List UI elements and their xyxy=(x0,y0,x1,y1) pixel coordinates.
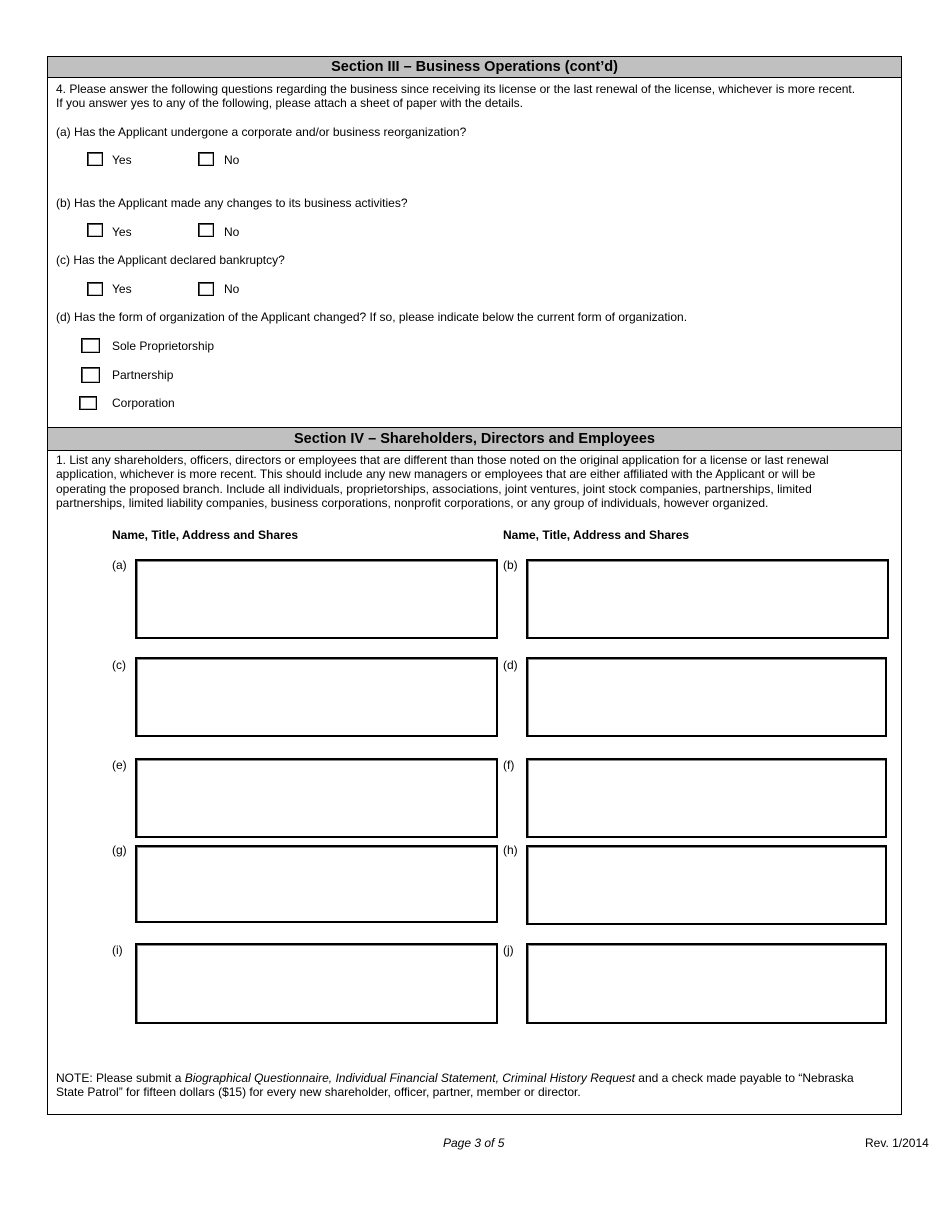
entry-tag-b: (b) xyxy=(503,558,518,572)
question-d: (d) Has the form of organization of the Applicant changed? If so, please indicate below the current form of organization. xyxy=(56,310,688,324)
entry-tag-c: (c) xyxy=(112,658,126,672)
question-c: (c) Has the Applicant declared bankruptcy? xyxy=(56,253,285,267)
question-a-yes-label: Yes xyxy=(112,153,132,167)
section-4-header: Section IV – Shareholders, Directors and Employees xyxy=(48,427,901,451)
entry-tag-a: (a) xyxy=(112,558,127,572)
note-prefix: NOTE: Please submit a xyxy=(56,1071,185,1085)
entry-field-b[interactable] xyxy=(526,559,889,639)
entry-tag-f: (f) xyxy=(503,758,515,772)
page-number: Page 3 of 5 xyxy=(443,1136,505,1150)
entry-field-g[interactable] xyxy=(135,845,498,923)
entry-field-e[interactable] xyxy=(135,758,498,838)
question-c-yes-label: Yes xyxy=(112,282,132,296)
question-b-no-checkbox[interactable] xyxy=(198,223,214,237)
org-corporation-checkbox[interactable] xyxy=(79,396,97,410)
question-b-yes-checkbox[interactable] xyxy=(87,223,103,237)
entry-field-d[interactable] xyxy=(526,657,887,737)
entry-tag-i: (i) xyxy=(112,943,123,957)
column-header-left: Name, Title, Address and Shares xyxy=(112,528,299,542)
org-partnership-label: Partnership xyxy=(112,368,174,382)
question-c-no-checkbox[interactable] xyxy=(198,282,214,296)
question-b-no-label: No xyxy=(224,225,240,239)
question-c-yes-checkbox[interactable] xyxy=(87,282,103,296)
column-header-right: Name, Title, Address and Shares xyxy=(503,528,690,542)
note-forms-list: Biographical Questionnaire, Individual Financial Statement, Criminal History Request xyxy=(184,1071,635,1085)
section-4-intro-line4: partnerships, limited liability companies, business corporations, nonprofit corporations, or any group of individuals, however organized. xyxy=(56,496,769,510)
note-suffix: and a check made payable to “Nebraska xyxy=(634,1071,854,1085)
question-c-no-label: No xyxy=(224,282,240,296)
note-line2: State Patrol” for fifteen dollars ($15) for every new shareholder, officer, partner, member or director. xyxy=(56,1085,581,1099)
section-4-intro-line1: 1. List any shareholders, officers, directors or employees that are different than those noted on the original application for a license or last renewal xyxy=(56,453,829,467)
entry-field-i[interactable] xyxy=(135,943,498,1024)
entry-tag-h: (h) xyxy=(503,843,518,857)
entry-tag-e: (e) xyxy=(112,758,127,772)
entry-field-c[interactable] xyxy=(135,657,498,737)
entry-field-a[interactable] xyxy=(135,559,498,639)
entry-field-j[interactable] xyxy=(526,943,887,1024)
note-line1 xyxy=(56,1071,854,1086)
question-a: (a) Has the Applicant undergone a corporate and/or business reorganization? xyxy=(56,125,467,139)
section-4-intro-line3: operating the proposed branch. Include all individuals, proprietorships, associations, joint ventures, joint stock companies, partnerships, limited xyxy=(56,482,812,496)
entry-field-f[interactable] xyxy=(526,758,887,838)
question-b: (b) Has the Applicant made any changes to its business activities? xyxy=(56,196,408,210)
question-a-yes-checkbox[interactable] xyxy=(87,152,103,166)
section-3-intro-line2: If you answer yes to any of the following, please attach a sheet of paper with the details. xyxy=(56,96,523,110)
question-a-no-checkbox[interactable] xyxy=(198,152,214,166)
revision: Rev. 1/2014 xyxy=(865,1136,929,1150)
section-3-intro-line1: 4. Please answer the following questions regarding the business since receiving its license or the last renewal of the license, whichever is more recent. xyxy=(56,82,856,96)
section-3-header: Section III – Business Operations (cont’d) xyxy=(48,56,901,78)
entry-field-h[interactable] xyxy=(526,845,887,925)
org-sole-proprietorship-label: Sole Proprietorship xyxy=(112,339,215,353)
org-partnership-checkbox[interactable] xyxy=(81,367,100,383)
entry-tag-j: (j) xyxy=(503,943,514,957)
question-b-yes-label: Yes xyxy=(112,225,132,239)
question-a-no-label: No xyxy=(224,153,240,167)
section-4-intro-line2: application, whichever is more recent. This should include any new managers or employees that are either affiliated with the Applicant or will be xyxy=(56,467,816,481)
org-corporation-label: Corporation xyxy=(112,396,175,410)
org-sole-proprietorship-checkbox[interactable] xyxy=(81,338,100,353)
entry-tag-d: (d) xyxy=(503,658,518,672)
entry-tag-g: (g) xyxy=(112,843,127,857)
